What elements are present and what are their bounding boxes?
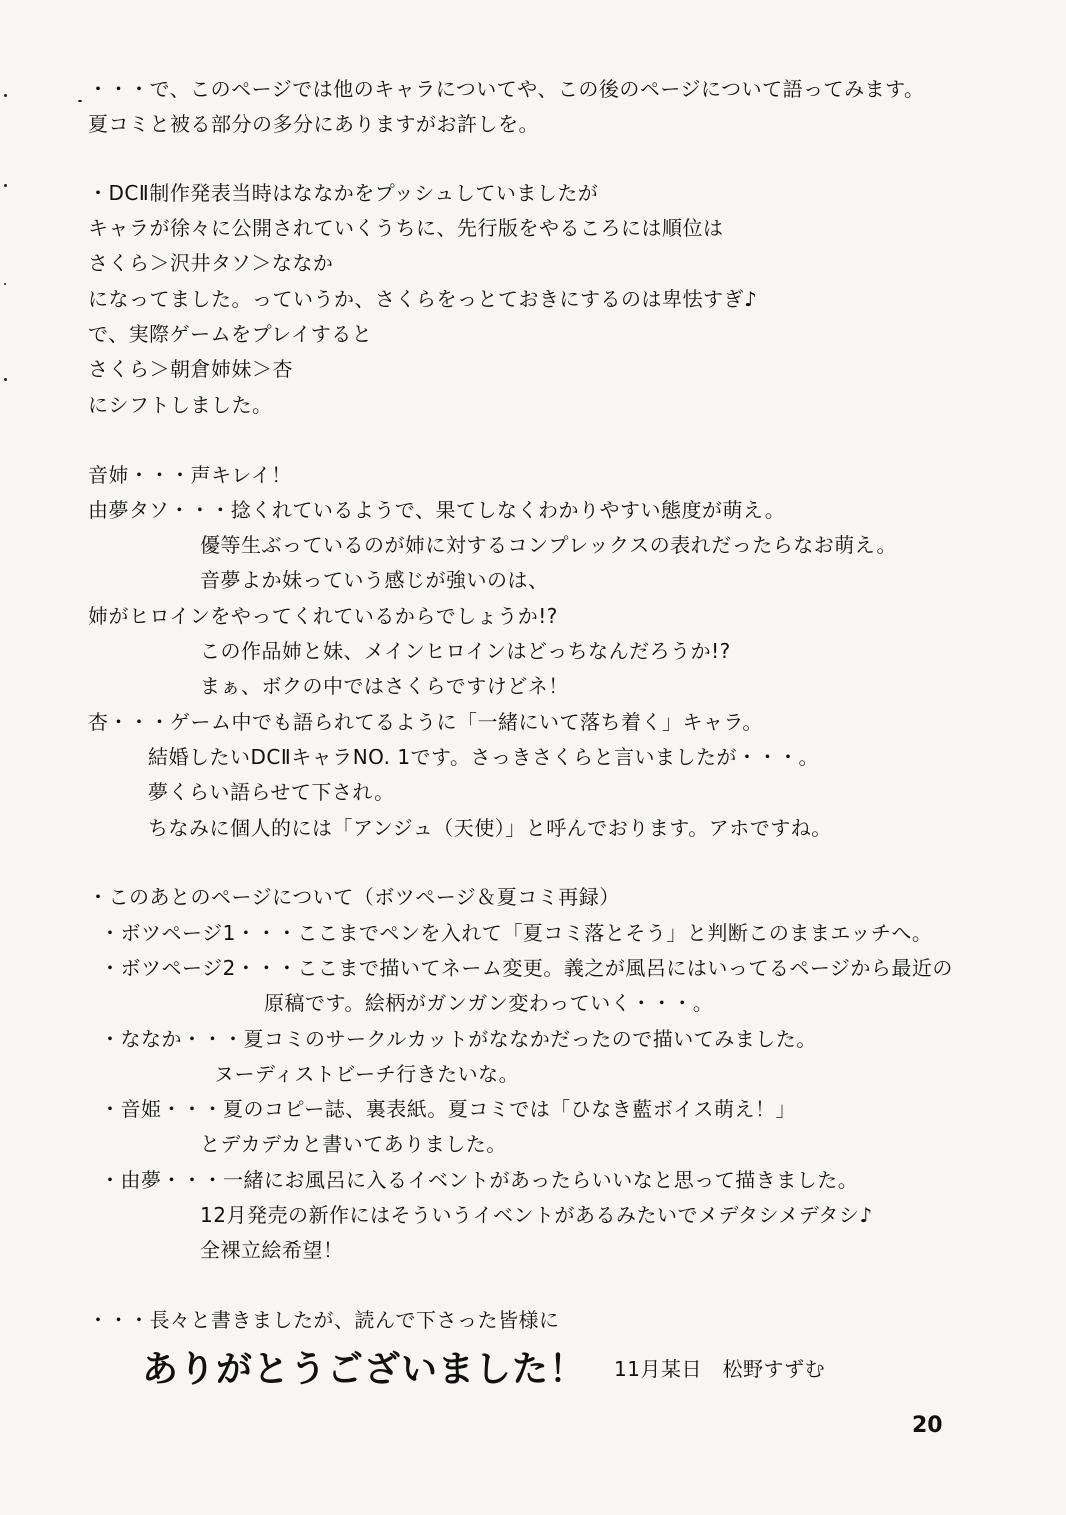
text-line: ・・・長々と書きましたが、読んで下さった皆様に [88, 1308, 560, 1332]
text-line: 由夢タソ・・・捻くれているようで、果てしなくわかりやすい態度が萌え。 [88, 498, 786, 522]
text-line: 音姉・・・声キレイ！ [88, 463, 292, 487]
text-line: さくら＞朝倉姉妹＞杏 [88, 357, 293, 381]
text-line: 夢くらい語らせて下され。 [148, 780, 395, 804]
text-line: ・由夢・・・一緒にお風呂に入るイベントがあったらいいなと思って描きました。 [100, 1168, 859, 1192]
text-line: ちなみに個人的には「アンジュ（天使）」と呼んでおります。アホですね。 [148, 816, 832, 840]
text-line: ・ななか・・・夏コミのサークルカットがななかだったので描いてみました。 [100, 1027, 817, 1051]
text-line: まぁ、ボクの中ではさくらですけどネ！ [200, 674, 569, 698]
text-line: 12月発売の新作にはそういうイベントがあるみたいでメデタシメデタシ♪ [200, 1203, 873, 1227]
text-line: になってました。っていうか、さくらをっとておきにするのは卑怯すぎ♪ [88, 287, 758, 311]
text-line: ・ボツページ1・・・ここまでペンを入れて「夏コミ落とそう」と判断このままエッチへ。 [100, 921, 933, 945]
text-line: ヌーディストビーチ行きたいな。 [214, 1062, 520, 1086]
text-line: キャラが徐々に公開されていくうちに、先行版をやるころには順位は [88, 216, 724, 240]
signature: 11月某日 松野すずむ [614, 1357, 826, 1381]
scan-speck [78, 100, 82, 102]
thanks-heading: ありがとうございました！ [142, 1349, 587, 1390]
text-line: さくら＞沢井タソ＞ななか [88, 251, 334, 275]
text-line: 結婚したいDCⅡキャラNO. 1です。さっきさくらと言いましたが・・・。 [148, 745, 819, 769]
text-line: 優等生ぶっているのが姉に対するコンプレックスの表れだったらなお萌え。 [200, 533, 897, 557]
text-line: 原稿です。絵柄がガンガン変わっていく・・・。 [264, 991, 714, 1015]
page-number: 20 [912, 1413, 943, 1438]
text-line: 夏コミと被る部分の多分にありますがお許しを。 [88, 112, 539, 136]
text-line: 姉がヒロインをやってくれているからでしょうか!? [88, 604, 558, 628]
text-line: 杏・・・ゲーム中でも語られてるように「一緒にいて落ち着く」キャラ。 [88, 710, 763, 734]
text-line: ・音姫・・・夏のコピー誌、裏表紙。夏コミでは「ひなき藍ボイス萌え！」 [100, 1097, 796, 1121]
text-line: この作品姉と妹、メインヒロインはどっちなんだろうか!? [200, 639, 731, 663]
text-line: ・DCⅡ制作発表当時はななかをプッシュしていましたが [88, 181, 599, 205]
text-line: ・このあとのページについて（ボツページ＆夏コミ再録） [88, 885, 620, 909]
text-line: 音夢よか妹っていう感じが強いのは、 [200, 568, 549, 592]
scan-speck [4, 283, 6, 285]
scan-speck [4, 94, 7, 97]
text-line: 全裸立絵希望！ [200, 1238, 344, 1262]
text-line: にシフトしました。 [88, 393, 273, 417]
scan-speck [4, 184, 7, 187]
text-line: とデカデカと書いてありました。 [200, 1132, 507, 1156]
text-line: ・・・で、このページでは他のキャラについてや、この後のページについて語ってみます。 [88, 77, 925, 101]
text-line: ・ボツページ2・・・ここまで描いてネーム変更。義之が風呂にはいってるページから最近の [100, 956, 953, 980]
scan-speck [4, 378, 7, 381]
text-line: で、実際ゲームをプレイすると [88, 322, 373, 346]
